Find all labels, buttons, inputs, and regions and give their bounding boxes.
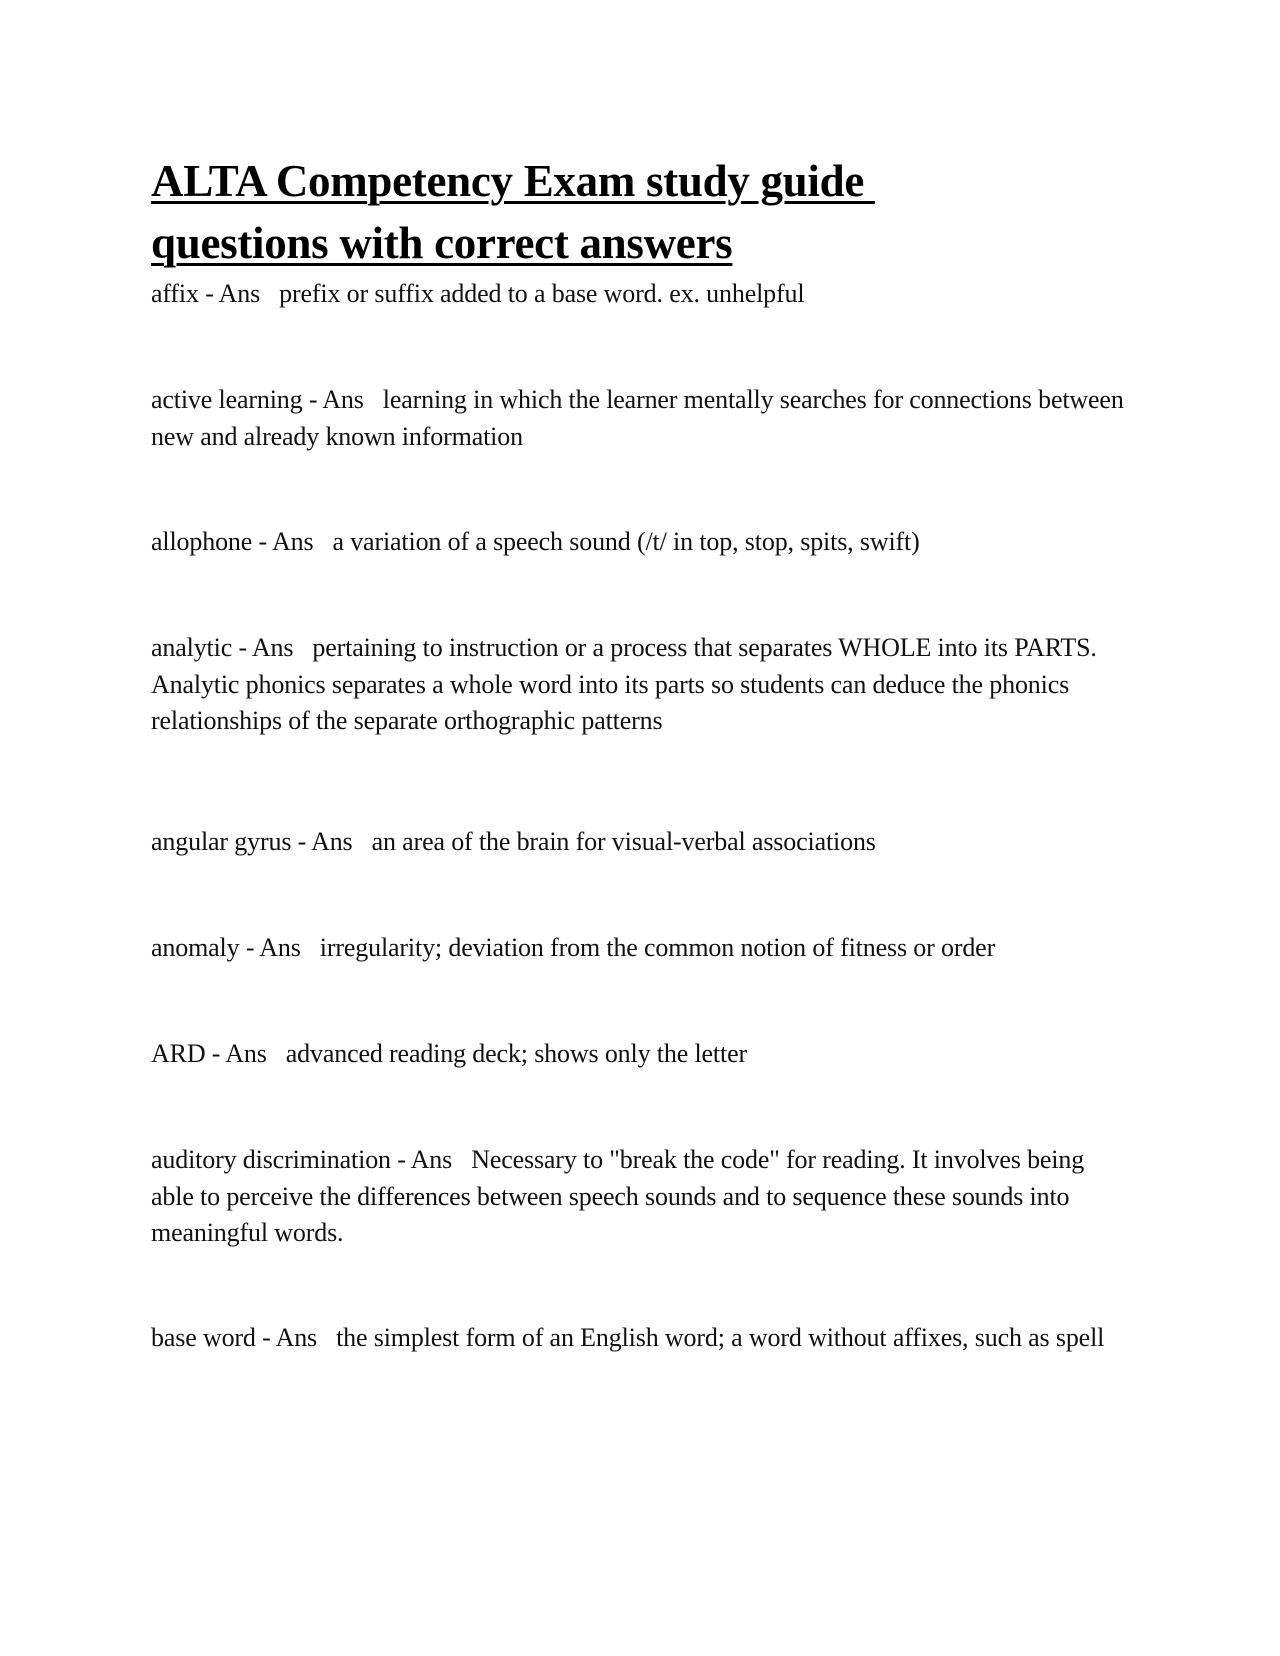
- glossary-entry-anomaly: [151, 930, 1131, 967]
- entry-separator: - Ans: [255, 1323, 337, 1352]
- glossary-entry-base-word: [151, 1320, 1131, 1357]
- glossary-entry-auditory-discrimination: [151, 1142, 1131, 1252]
- glossary-entry-affix: [151, 276, 1131, 313]
- entry-definition: pertaining to instruction or a process that separates WHOLE into its PARTS. Analytic phonics separates a whole word into its parts so students can deduce the phonics relationships of the separate orthographic patterns: [151, 633, 1102, 735]
- entry-term: analytic: [151, 633, 233, 662]
- entry-definition: Necessary to "break the code" for reading. It involves being able to perceive the differences between speech sounds and to sequence these sounds into meaningful words.: [151, 1145, 1091, 1247]
- glossary-entry-analytic: [151, 630, 1131, 740]
- entry-term: auditory discrimination: [151, 1145, 391, 1174]
- entry-separator: - Ans: [232, 633, 313, 662]
- entry-separator: - Ans: [291, 827, 372, 856]
- entry-term: angular gyrus: [151, 827, 292, 856]
- entry-definition: an area of the brain for visual-verbal associations: [371, 827, 876, 856]
- glossary-entry-angular-gyrus: [151, 824, 1131, 861]
- entry-definition: the simplest form of an English word; a word without affixes, such as spell: [336, 1323, 1105, 1352]
- entry-term: ARD: [151, 1039, 206, 1068]
- entry-definition: a variation of a speech sound (/t/ in top, stop, spits, swift): [332, 527, 920, 556]
- entry-definition: irregularity; deviation from the common notion of fitness or order: [319, 933, 996, 962]
- entry-term: affix: [151, 279, 199, 308]
- glossary-entry-active-learning: [151, 382, 1131, 455]
- entry-separator: - Ans: [205, 1039, 286, 1068]
- title-line-2: questions with correct answers: [151, 218, 733, 268]
- glossary-entry-allophone: [151, 524, 1131, 561]
- entry-separator: - Ans: [239, 933, 320, 962]
- entry-term: active learning: [151, 385, 303, 414]
- entry-term: anomaly: [151, 933, 240, 962]
- entry-separator: - Ans: [302, 385, 383, 414]
- entry-term: base word: [151, 1323, 256, 1352]
- title-line-1: ALTA Competency Exam study guide: [151, 156, 875, 206]
- entry-term: allophone: [151, 527, 253, 556]
- entry-separator: - Ans: [252, 527, 333, 556]
- glossary-entry-ard: [151, 1036, 1131, 1073]
- entry-separator: - Ans: [390, 1145, 472, 1174]
- entry-definition: prefix or suffix added to a base word. ex. unhelpful: [279, 279, 805, 308]
- entry-definition: advanced reading deck; shows only the letter: [285, 1039, 747, 1068]
- entry-definition: learning in which the learner mentally searches for connections between new and already known information: [151, 385, 1131, 451]
- entry-separator: - Ans: [198, 279, 280, 308]
- document-title: [151, 150, 1151, 274]
